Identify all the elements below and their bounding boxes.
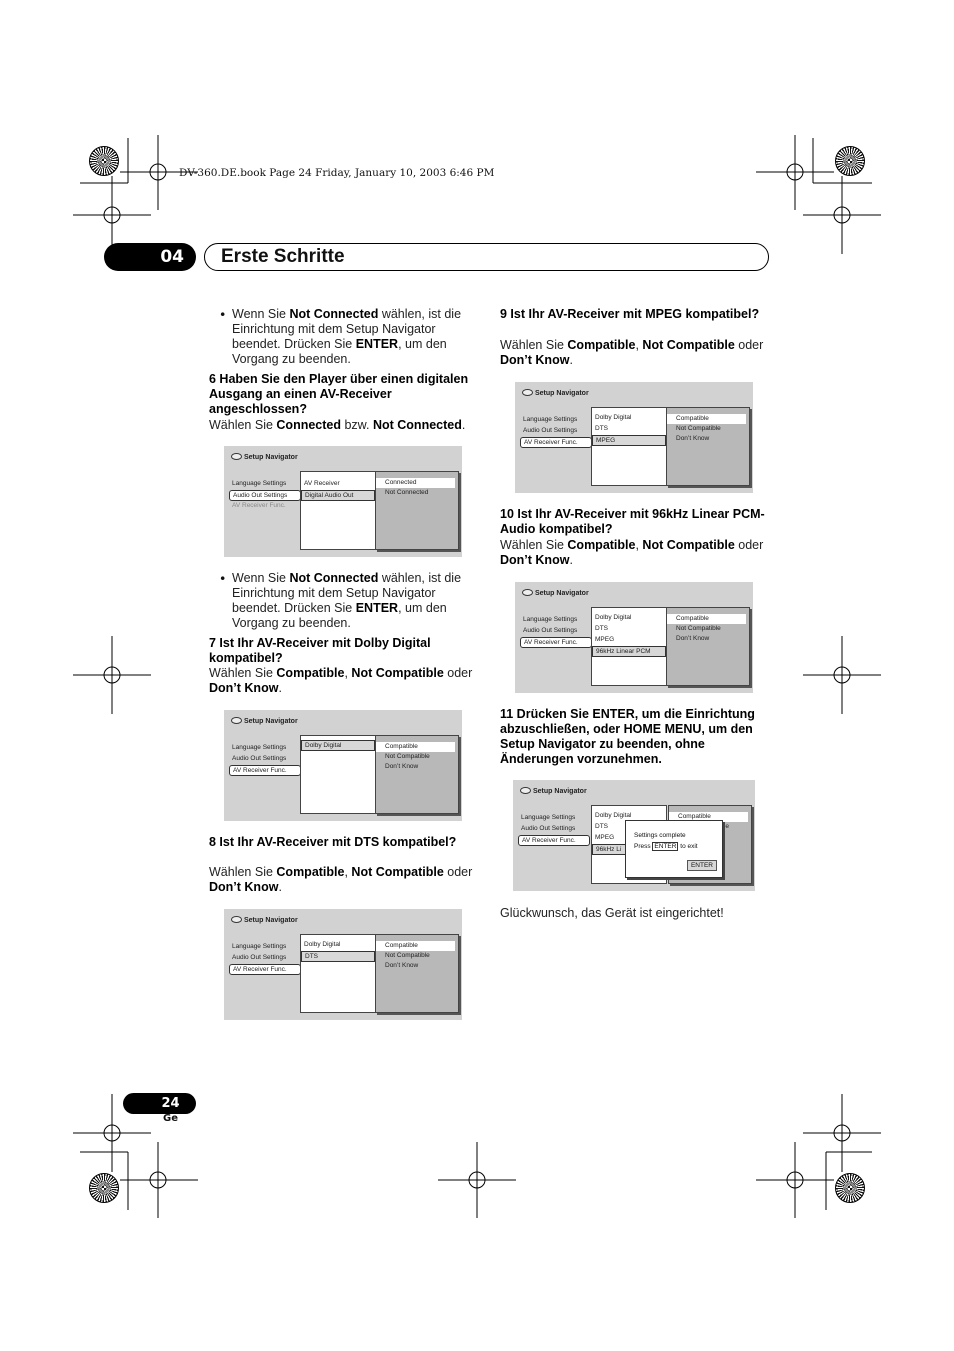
option: le xyxy=(723,823,729,830)
menu-item: Audio Out Settings xyxy=(523,627,578,634)
book-file-line: DV-360.DE.book Page 24 Friday, January 10, 2003 6:46 PM xyxy=(179,167,495,179)
dialog-instruction: Press ENTER to exit xyxy=(634,843,698,850)
option: Don’t Know xyxy=(676,635,710,642)
page-language: Ge xyxy=(163,1113,178,1124)
disc-icon xyxy=(522,589,533,596)
option: Don’t Know xyxy=(385,962,419,969)
menu-item: Language Settings xyxy=(523,416,578,423)
chapter-title: Erste Schritte xyxy=(204,243,769,271)
screen-title: Setup Navigator xyxy=(522,389,589,397)
step-7-heading: 7 Ist Ihr AV-Receiver mit Dolby Digital kompatibel? xyxy=(209,636,431,665)
submenu-item: MPEG xyxy=(595,636,615,643)
setup-screen-step-10 xyxy=(515,582,753,693)
setup-screen-step-11 xyxy=(513,780,755,891)
menu-item: Language Settings xyxy=(523,616,578,623)
final-message: Glückwunsch, das Gerät ist eingerichtet! xyxy=(500,906,724,920)
page-number: 24 xyxy=(123,1093,196,1114)
submenu-item: Dolby Digital xyxy=(595,614,632,621)
bullet-icon: • xyxy=(219,307,227,322)
submenu-item-selected: 96kHz Li xyxy=(592,844,666,855)
screen-title: Setup Navigator xyxy=(231,453,298,461)
menu-item: Language Settings xyxy=(232,943,287,950)
menu-item-selected: AV Receiver Func. xyxy=(229,765,301,776)
screen-title: Setup Navigator xyxy=(522,589,589,597)
option-selected: Compatible xyxy=(376,941,455,951)
disc-icon xyxy=(522,389,533,396)
chapter-number-badge: 04 xyxy=(104,243,196,271)
submenu-item: AV Receiver xyxy=(304,480,340,487)
menu-item: Audio Out Settings xyxy=(521,825,576,832)
setup-screen-step-7 xyxy=(224,710,462,821)
settings-complete-dialog xyxy=(625,820,723,878)
step-7-text: Wählen Sie Compatible, Not Compatible oder Don’t Know. xyxy=(209,666,473,695)
option: Don’t Know xyxy=(385,763,419,770)
submenu-item-selected: Dolby Digital xyxy=(301,740,375,751)
bullet-text-2: Wenn Sie Not Connected wählen, ist die Einrichtung mit dem Setup Navigator beendet. Drücken Sie ENTER, um den Vorgang zu beenden. xyxy=(232,571,462,630)
submenu-item-selected: MPEG xyxy=(592,435,666,446)
screen-title: Setup Navigator xyxy=(520,787,587,795)
step-9-text: Wählen Sie Compatible, Not Compatible oder Don’t Know. xyxy=(500,338,764,367)
submenu-item: DTS xyxy=(595,425,608,432)
disc-icon xyxy=(231,717,242,724)
setup-screen-step-6 xyxy=(224,446,462,557)
option-selected: Compatible xyxy=(376,742,455,752)
submenu-item: DTS xyxy=(595,625,608,632)
menu-item: AV Receiver Func. xyxy=(232,502,286,509)
option: Not Compatible xyxy=(385,753,430,760)
step-9-heading: 9 Ist Ihr AV-Receiver mit MPEG kompatibel? xyxy=(500,307,760,321)
menu-item: Audio Out Settings xyxy=(232,755,287,762)
menu-item: Audio Out Settings xyxy=(523,427,578,434)
menu-item-selected: AV Receiver Func. xyxy=(229,964,301,975)
disc-icon xyxy=(520,787,531,794)
bullet-icon: • xyxy=(219,571,227,586)
option: Don’t Know xyxy=(676,435,710,442)
menu-item-selected: AV Receiver Func. xyxy=(520,437,592,448)
submenu-item-selected: 96kHz Linear PCM xyxy=(592,646,666,657)
menu-item: Language Settings xyxy=(521,814,576,821)
option-selected: Compatible xyxy=(669,812,748,822)
option-selected: Compatible xyxy=(667,614,746,624)
bullet-text-1: Wenn Sie Not Connected wählen, ist die Einrichtung mit dem Setup Navigator beendet. Drücken Sie ENTER, um den Vorgang zu beenden. xyxy=(232,307,462,366)
submenu-item: Dolby Digital xyxy=(304,941,341,948)
submenu-item: Dolby Digital xyxy=(595,812,632,819)
menu-item-selected: AV Receiver Func. xyxy=(518,835,590,846)
setup-screen-step-9 xyxy=(515,382,753,493)
submenu-item: MPEG xyxy=(595,834,615,841)
menu-item: Audio Out Settings xyxy=(232,954,287,961)
option: Not Connected xyxy=(385,489,429,496)
screen-title: Setup Navigator xyxy=(231,717,298,725)
option-selected: Connected xyxy=(376,478,455,488)
menu-item-selected: Audio Out Settings xyxy=(229,490,301,501)
submenu-item: Dolby Digital xyxy=(595,414,632,421)
option: Not Compatible xyxy=(676,625,721,632)
submenu-item-selected: DTS xyxy=(301,951,375,962)
step-8-text: Wählen Sie Compatible, Not Compatible oder Don’t Know. xyxy=(209,865,473,894)
menu-item: Language Settings xyxy=(232,744,287,751)
step-6-text: Wählen Sie Connected bzw. Not Connected. xyxy=(209,418,466,432)
disc-icon xyxy=(231,453,242,460)
step-8-heading: 8 Ist Ihr AV-Receiver mit DTS kompatibel? xyxy=(209,835,457,849)
dialog-message: Settings complete xyxy=(634,832,686,839)
menu-item: Language Settings xyxy=(232,480,287,487)
option: Not Compatible xyxy=(385,952,430,959)
submenu-item-selected: Digital Audio Out xyxy=(301,490,375,501)
setup-screen-step-8 xyxy=(224,909,462,1020)
step-11-heading: 11 Drücken Sie ENTER, um die Einrichtung abzuschließen, oder HOME MENU, um den Setup Navigator zu beenden, ohne Änderungen vorzunehmen. xyxy=(500,707,755,766)
option-selected: Compatible xyxy=(667,414,746,424)
submenu-item: DTS xyxy=(595,823,608,830)
step-10-text: Wählen Sie Compatible, Not Compatible oder Don’t Know. xyxy=(500,538,764,567)
screen-title: Setup Navigator xyxy=(231,916,298,924)
option: Not Compatible xyxy=(676,425,721,432)
step-6-heading: 6 Haben Sie den Player über einen digitalen Ausgang an einen AV-Receiver angeschlossen? xyxy=(209,372,469,416)
disc-icon xyxy=(231,916,242,923)
menu-item-selected: AV Receiver Func. xyxy=(520,637,592,648)
enter-button: ENTER xyxy=(687,860,717,871)
step-10-heading: 10 Ist Ihr AV-Receiver mit 96kHz Linear PCM-Audio kompatibel? xyxy=(500,507,765,536)
